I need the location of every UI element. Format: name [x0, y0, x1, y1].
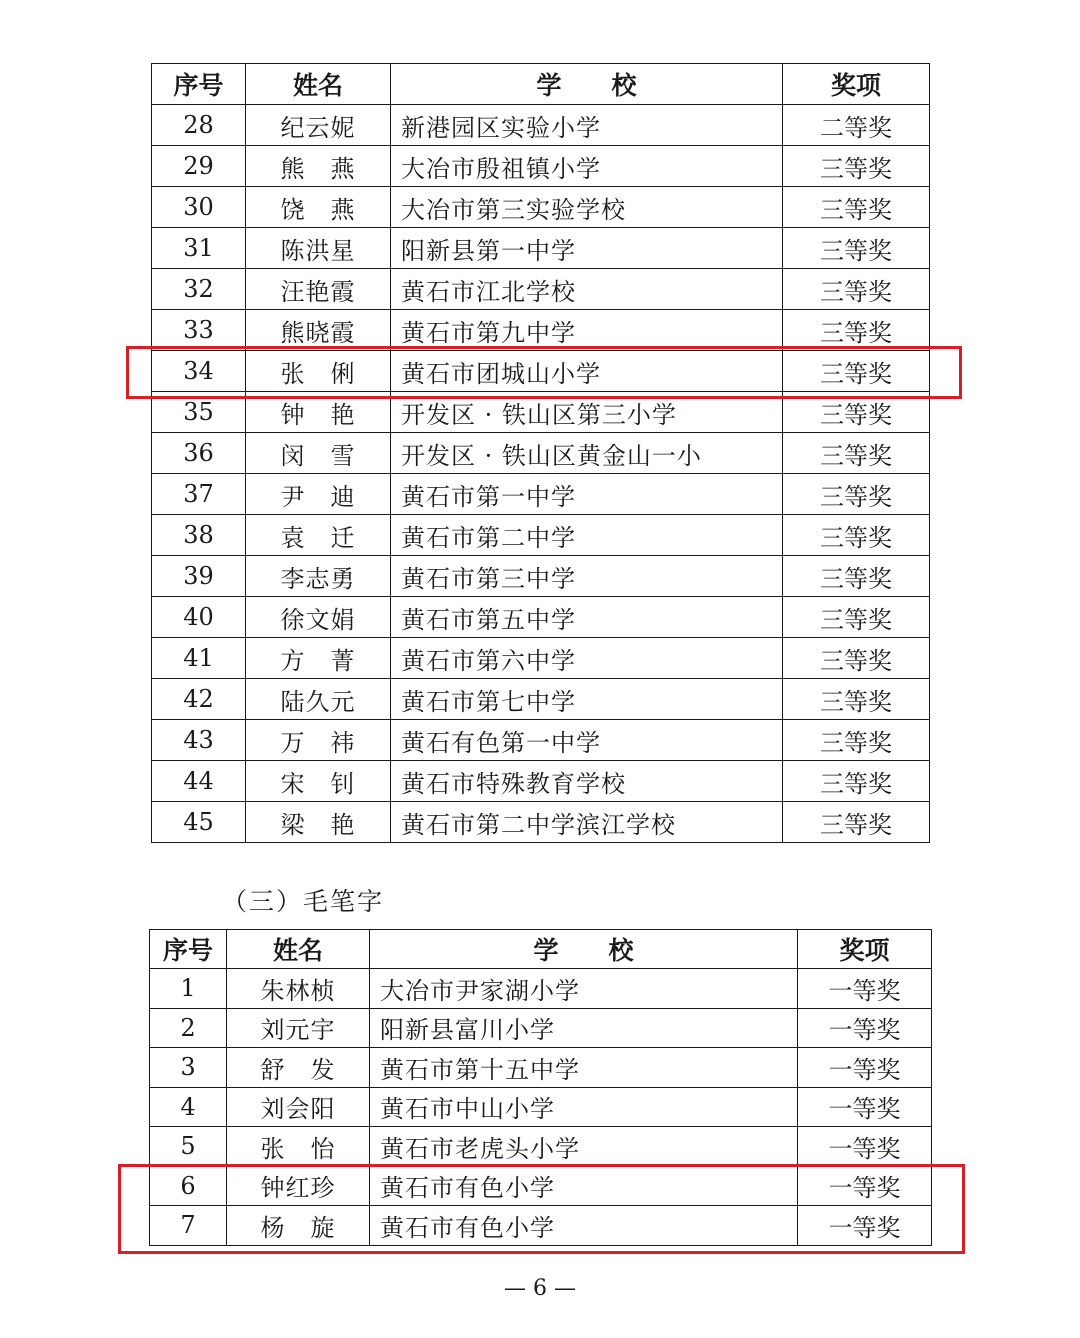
student-name: 汪艳霞 [246, 269, 391, 310]
school-name: 大冶市第三实验学校 [391, 187, 783, 228]
page-number: — 6 — [504, 1276, 576, 1301]
student-name: 钟红珍 [227, 1166, 370, 1206]
row-index: 6 [150, 1166, 227, 1206]
table-row [152, 556, 930, 597]
row-index: 5 [150, 1127, 227, 1167]
header-index: 序号 [152, 64, 246, 105]
student-name: 刘会阳 [227, 1087, 370, 1127]
calligraphy-awards-table [149, 929, 932, 1246]
row-index: 7 [150, 1206, 227, 1246]
student-name: 熊 燕 [246, 146, 391, 187]
school-name: 黄石市第七中学 [391, 679, 783, 720]
table-row [150, 1127, 932, 1167]
row-index: 42 [152, 679, 246, 720]
row-index: 31 [152, 228, 246, 269]
school-name: 黄石市第三中学 [391, 556, 783, 597]
row-index: 43 [152, 720, 246, 761]
school-name: 黄石市中山小学 [370, 1087, 798, 1127]
student-name: 舒 发 [227, 1048, 370, 1088]
row-index: 32 [152, 269, 246, 310]
award-level: 三等奖 [783, 802, 930, 843]
header-school: 学 校 [370, 930, 798, 969]
header-index: 序号 [150, 930, 227, 969]
award-level: 三等奖 [783, 515, 930, 556]
school-name: 开发区 · 铁山区黄金山一小 [391, 433, 783, 474]
table-row [152, 597, 930, 638]
student-name: 饶 燕 [246, 187, 391, 228]
table-row [150, 1008, 932, 1048]
table-row [152, 515, 930, 556]
student-name: 尹 迪 [246, 474, 391, 515]
table-row [150, 969, 932, 1009]
table-row [152, 392, 930, 433]
student-name: 钟 艳 [246, 392, 391, 433]
school-name: 黄石市老虎头小学 [370, 1127, 798, 1167]
school-name: 黄石市第二中学 [391, 515, 783, 556]
table-header-row [150, 930, 932, 969]
table-row [152, 761, 930, 802]
row-index: 28 [152, 105, 246, 146]
student-name: 李志勇 [246, 556, 391, 597]
table-row [150, 1048, 932, 1088]
award-level: 三等奖 [783, 187, 930, 228]
school-name: 黄石市第五中学 [391, 597, 783, 638]
student-name: 万 祎 [246, 720, 391, 761]
row-index: 3 [150, 1048, 227, 1088]
table-row [152, 351, 930, 392]
school-name: 黄石市第二中学滨江学校 [391, 802, 783, 843]
school-name: 黄石有色第一中学 [391, 720, 783, 761]
award-level: 三等奖 [783, 146, 930, 187]
award-level: 三等奖 [783, 556, 930, 597]
award-level: 三等奖 [783, 392, 930, 433]
row-index: 36 [152, 433, 246, 474]
award-level: 一等奖 [798, 1048, 932, 1088]
row-index: 38 [152, 515, 246, 556]
table-row [152, 269, 930, 310]
table-row [152, 187, 930, 228]
award-level: 三等奖 [783, 433, 930, 474]
row-index: 2 [150, 1008, 227, 1048]
award-level: 三等奖 [783, 474, 930, 515]
header-school: 学 校 [391, 64, 783, 105]
row-index: 44 [152, 761, 246, 802]
award-level: 三等奖 [783, 269, 930, 310]
table-row [152, 802, 930, 843]
award-level: 一等奖 [798, 1166, 932, 1206]
student-name: 徐文娟 [246, 597, 391, 638]
school-name: 黄石市特殊教育学校 [391, 761, 783, 802]
award-level: 三等奖 [783, 597, 930, 638]
school-name: 黄石市第一中学 [391, 474, 783, 515]
student-name: 朱林桢 [227, 969, 370, 1009]
row-index: 45 [152, 802, 246, 843]
table-row [152, 720, 930, 761]
table-row [152, 679, 930, 720]
table-row [152, 474, 930, 515]
award-level: 三等奖 [783, 720, 930, 761]
row-index: 30 [152, 187, 246, 228]
award-level: 一等奖 [798, 1087, 932, 1127]
table-row [152, 228, 930, 269]
row-index: 33 [152, 310, 246, 351]
student-name: 袁 迁 [246, 515, 391, 556]
header-name: 姓名 [246, 64, 391, 105]
row-index: 29 [152, 146, 246, 187]
school-name: 黄石市第十五中学 [370, 1048, 798, 1088]
award-level: 一等奖 [798, 969, 932, 1009]
table-row [152, 433, 930, 474]
school-name: 黄石市有色小学 [370, 1166, 798, 1206]
row-index: 4 [150, 1087, 227, 1127]
school-name: 阳新县第一中学 [391, 228, 783, 269]
student-name: 纪云妮 [246, 105, 391, 146]
school-name: 新港园区实验小学 [391, 105, 783, 146]
row-index: 34 [152, 351, 246, 392]
row-index: 37 [152, 474, 246, 515]
student-name: 闵 雪 [246, 433, 391, 474]
student-name: 陆久元 [246, 679, 391, 720]
table-header-row [152, 64, 930, 105]
header-award: 奖项 [783, 64, 930, 105]
award-level: 一等奖 [798, 1206, 932, 1246]
row-index: 35 [152, 392, 246, 433]
student-name: 张 俐 [246, 351, 391, 392]
school-name: 大冶市殷祖镇小学 [391, 146, 783, 187]
student-name: 杨 旋 [227, 1206, 370, 1246]
row-index: 1 [150, 969, 227, 1009]
award-level: 三等奖 [783, 761, 930, 802]
student-name: 熊晓霞 [246, 310, 391, 351]
school-name: 阳新县富川小学 [370, 1008, 798, 1048]
school-name: 黄石市江北学校 [391, 269, 783, 310]
row-index: 39 [152, 556, 246, 597]
section-title-calligraphy: （三）毛笔字 [222, 887, 385, 916]
table-row [150, 1206, 932, 1246]
student-name: 梁 艳 [246, 802, 391, 843]
school-name: 黄石市第九中学 [391, 310, 783, 351]
award-level: 一等奖 [798, 1127, 932, 1167]
student-name: 方 菁 [246, 638, 391, 679]
table-row [152, 146, 930, 187]
award-level: 三等奖 [783, 638, 930, 679]
school-name: 大冶市尹家湖小学 [370, 969, 798, 1009]
table-row [152, 638, 930, 679]
row-index: 41 [152, 638, 246, 679]
award-level: 三等奖 [783, 679, 930, 720]
header-name: 姓名 [227, 930, 370, 969]
school-name: 开发区 · 铁山区第三小学 [391, 392, 783, 433]
student-name: 陈洪星 [246, 228, 391, 269]
student-name: 宋 钊 [246, 761, 391, 802]
award-level: 三等奖 [783, 310, 930, 351]
school-name: 黄石市有色小学 [370, 1206, 798, 1246]
award-level: 二等奖 [783, 105, 930, 146]
row-index: 40 [152, 597, 246, 638]
award-level: 三等奖 [783, 351, 930, 392]
awards-table-continued [151, 63, 930, 843]
table-row [152, 105, 930, 146]
header-award: 奖项 [798, 930, 932, 969]
student-name: 张 怡 [227, 1127, 370, 1167]
school-name: 黄石市第六中学 [391, 638, 783, 679]
table-row [150, 1087, 932, 1127]
school-name: 黄石市团城山小学 [391, 351, 783, 392]
table-row [150, 1166, 932, 1206]
table-row [152, 310, 930, 351]
student-name: 刘元宇 [227, 1008, 370, 1048]
award-level: 一等奖 [798, 1008, 932, 1048]
award-level: 三等奖 [783, 228, 930, 269]
